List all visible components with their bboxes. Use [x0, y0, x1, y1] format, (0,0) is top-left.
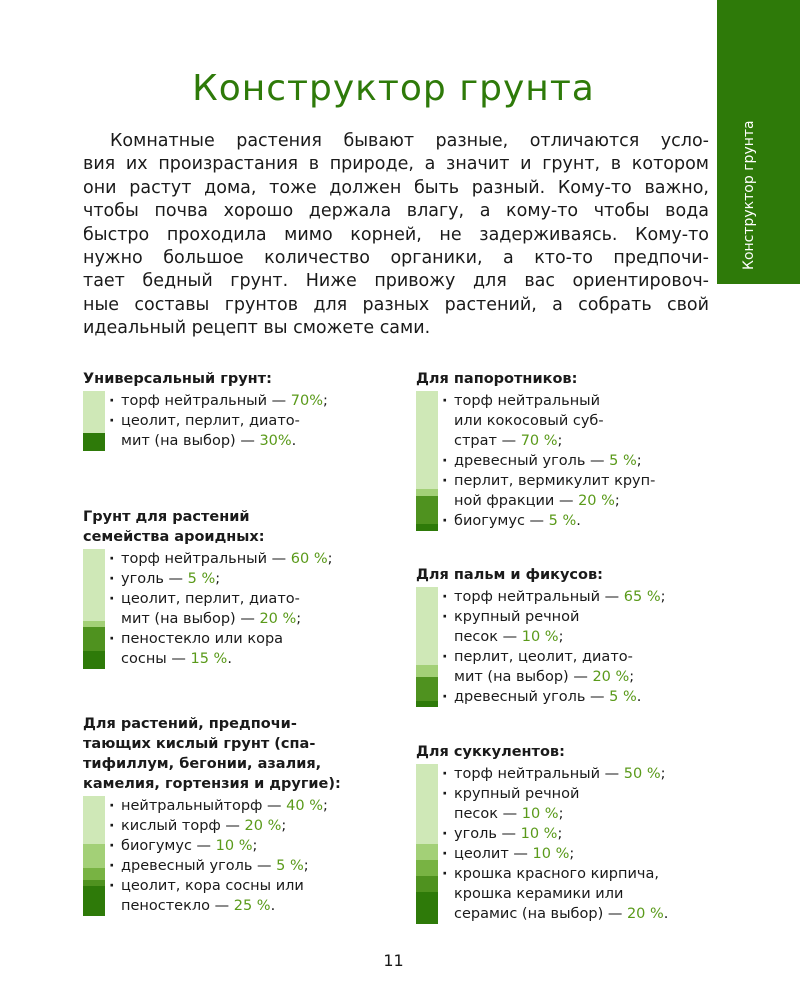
soil-ingredient-text	[454, 764, 668, 784]
soil-recipe-succulent	[416, 742, 668, 924]
soil-composition-bar	[83, 391, 105, 451]
soil-ingredient-punctuation: ;	[323, 798, 328, 814]
soil-ingredient-percent: 50 %	[623, 766, 661, 782]
soil-ingredient-text	[121, 816, 341, 836]
soil-ingredient-punctuation: ;	[629, 669, 635, 685]
soil-ingredient-percent: 5 %	[609, 453, 637, 469]
soil-composition-segment	[416, 892, 438, 924]
soil-recipe-title	[416, 742, 668, 762]
soil-ingredient-text	[454, 627, 666, 647]
soil-ingredient-text	[454, 904, 668, 924]
intro-line: тает бедный грунт. Ниже привожу для вас ориентировоч-	[83, 271, 709, 292]
soil-ingredient-label: торф нейтральный —	[121, 551, 291, 567]
soil-ingredient-text	[454, 607, 666, 627]
soil-ingredient-percent: 10 %	[520, 826, 558, 842]
soil-ingredient-label: торф нейтральный	[454, 393, 601, 409]
soil-ingredient-text	[121, 549, 333, 569]
soil-ingredient-percent: 20 %	[244, 818, 282, 834]
soil-ingredient	[442, 511, 655, 531]
soil-ingredient-punctuation: .	[291, 433, 297, 449]
soil-ingredient-text	[454, 471, 655, 491]
soil-ingredient-punctuation: ;	[660, 766, 666, 782]
soil-ingredient-label: биогумус —	[121, 838, 216, 854]
soil-ingredient-label: уголь —	[121, 571, 188, 587]
intro-line: Комнатные растения бывают разные, отличаются усло-	[110, 131, 709, 151]
soil-ingredient-percent: 10 %	[521, 806, 559, 822]
intro-line: чтобы почва хорошо держала влагу, а кому-то чтобы вода	[83, 201, 709, 222]
soil-ingredient	[109, 816, 341, 836]
soil-ingredient-label: крупный речной	[454, 609, 580, 625]
soil-ingredient-label: биогумус —	[454, 513, 549, 529]
soil-ingredient	[109, 796, 341, 816]
soil-ingredient-punctuation: ;	[569, 846, 575, 862]
soil-composition-bar	[83, 796, 105, 916]
soil-ingredient-text	[121, 836, 341, 856]
soil-ingredient	[109, 391, 328, 411]
soil-ingredient	[109, 569, 333, 589]
soil-ingredient-percent: 40 %	[286, 798, 324, 814]
soil-ingredient-label: уголь —	[454, 826, 521, 842]
soil-ingredient-list	[416, 587, 666, 707]
soil-ingredient-text	[121, 629, 333, 649]
soil-ingredient	[442, 687, 666, 707]
soil-ingredient-punctuation: .	[576, 513, 581, 529]
soil-ingredient-text	[454, 411, 655, 431]
soil-composition-segment	[416, 587, 438, 665]
soil-composition-segment	[83, 433, 105, 451]
soil-ingredient	[442, 587, 666, 607]
soil-ingredient-punctuation: ;	[558, 629, 564, 645]
soil-recipe-universal	[83, 369, 328, 451]
soil-ingredient-text	[454, 431, 655, 451]
soil-ingredient-punctuation: .	[270, 898, 276, 914]
soil-ingredient-punctuation: ;	[303, 858, 309, 874]
soil-composition-segment	[83, 651, 105, 669]
soil-ingredient-text	[454, 884, 668, 904]
soil-ingredient-list	[83, 796, 341, 916]
soil-ingredient-text	[121, 391, 328, 411]
soil-ingredient-percent: 20 %	[578, 493, 615, 509]
soil-ingredient	[442, 471, 655, 511]
soil-ingredient-label: торф нейтральный —	[454, 589, 624, 605]
page-title: Конструктор грунта	[192, 68, 595, 109]
soil-recipe-title	[416, 369, 655, 389]
soil-ingredient-percent: 5 %	[276, 858, 304, 874]
soil-ingredient-label: крошка керамики или	[454, 886, 624, 902]
soil-recipe-body	[416, 764, 668, 924]
soil-ingredient-percent: 15 %	[190, 651, 228, 667]
soil-ingredient-label: цеолит, перлит, диато-	[121, 413, 300, 429]
soil-ingredient-percent: 20 %	[592, 669, 630, 685]
soil-ingredient-label: торф нейтральный —	[454, 766, 624, 782]
soil-ingredient-label: крошка красного кирпича,	[454, 866, 659, 882]
soil-ingredient	[109, 589, 333, 629]
soil-recipe-title-line: Универсальный грунт:	[83, 371, 272, 387]
soil-ingredient-text	[454, 391, 655, 411]
soil-ingredient-text	[454, 864, 668, 884]
soil-ingredient-label: песок —	[454, 629, 522, 645]
soil-composition-segment	[416, 844, 438, 860]
soil-ingredient-label: серамис (на выбор) —	[454, 906, 627, 922]
soil-composition-segment	[83, 627, 105, 651]
soil-ingredient-list	[416, 391, 655, 531]
soil-ingredient-punctuation: .	[636, 689, 642, 705]
soil-composition-bar	[83, 549, 105, 669]
soil-composition-segment	[83, 886, 105, 916]
soil-composition-segment	[83, 844, 105, 868]
soil-ingredient	[109, 629, 333, 669]
intro-line: нужно большое количество органики, а кто-то предпочи-	[83, 247, 709, 268]
soil-ingredient	[109, 411, 328, 451]
soil-ingredient-label: мит (на выбор) —	[454, 669, 593, 685]
soil-ingredient-percent: 25 %	[233, 898, 271, 914]
soil-ingredient-percent: 10 %	[532, 846, 570, 862]
soil-ingredient-percent: 70 %	[520, 433, 558, 449]
soil-ingredient-text	[121, 569, 333, 589]
soil-ingredient-percent: 5 %	[187, 571, 216, 587]
intro-line: ные составы грунтов для разных растений, а собрать свой	[83, 294, 709, 315]
soil-recipe-body	[83, 796, 341, 916]
soil-ingredient-label: ной фракции —	[454, 493, 579, 509]
soil-ingredient-punctuation: ;	[215, 571, 221, 587]
soil-ingredient-label: перлит, цеолит, диато-	[454, 649, 633, 665]
soil-ingredient-text	[454, 667, 666, 687]
soil-ingredient-punctuation: ;	[614, 493, 620, 509]
soil-recipe-title	[416, 565, 666, 585]
soil-recipe-body	[416, 391, 655, 531]
soil-composition-segment	[416, 665, 438, 677]
soil-ingredient-label: кислый торф —	[121, 818, 245, 834]
soil-ingredient	[442, 824, 668, 844]
soil-ingredient-percent: 70%	[290, 393, 324, 409]
soil-ingredient-text	[121, 896, 341, 916]
soil-recipe-title-line: камелия, гортензия и другие):	[83, 776, 341, 792]
soil-ingredient-text	[454, 824, 668, 844]
soil-composition-segment	[83, 796, 105, 844]
soil-ingredient-text	[121, 876, 341, 896]
soil-composition-segment	[83, 868, 105, 880]
soil-ingredient-percent: 10 %	[521, 629, 559, 645]
soil-composition-bar	[416, 587, 438, 707]
soil-ingredient-percent: 65 %	[623, 589, 661, 605]
soil-ingredient-label: древесный уголь —	[121, 858, 277, 874]
soil-composition-segment	[83, 391, 105, 433]
soil-ingredient-percent: 20 %	[626, 906, 664, 922]
soil-ingredient-percent: 30%	[259, 433, 292, 449]
soil-ingredient-percent: 5 %	[609, 689, 637, 705]
intro-paragraph	[83, 130, 709, 341]
soil-ingredient-punctuation: ;	[636, 453, 642, 469]
soil-ingredient	[442, 844, 668, 864]
soil-recipe-palm	[416, 565, 666, 707]
soil-composition-bar	[416, 764, 438, 924]
soil-recipe-title-line: Для пальм и фикусов:	[416, 567, 603, 583]
soil-ingredient-label: древесный уголь —	[454, 689, 610, 705]
soil-ingredient-text	[121, 796, 341, 816]
soil-recipe-title-line: тающих кислый грунт (спа-	[83, 736, 316, 752]
soil-recipe-fern	[416, 369, 655, 531]
soil-ingredient-text	[121, 856, 341, 876]
soil-composition-segment	[416, 489, 438, 496]
soil-recipe-title-line: тифиллум, бегонии, азалия,	[83, 756, 322, 772]
soil-ingredient-percent: 20 %	[259, 611, 297, 627]
soil-ingredient-text	[454, 784, 668, 804]
soil-ingredient	[442, 784, 668, 824]
soil-recipe-title	[83, 714, 341, 794]
soil-recipe-body	[83, 391, 328, 451]
soil-ingredient-text	[121, 609, 333, 629]
soil-ingredient	[109, 856, 341, 876]
soil-ingredient-punctuation: ;	[557, 433, 563, 449]
soil-ingredient	[109, 876, 341, 916]
soil-ingredient-label: сосны —	[121, 651, 191, 667]
chapter-side-tab-label: Конструктор грунта	[741, 120, 757, 270]
soil-composition-segment	[416, 677, 438, 701]
soil-ingredient-list	[83, 391, 328, 451]
intro-line: быстро проходила мимо корней, не задерживаясь. Кому-то	[83, 224, 709, 245]
soil-ingredient	[442, 391, 655, 451]
soil-recipe-title	[83, 369, 328, 389]
soil-ingredient-text	[121, 649, 333, 669]
soil-ingredient-label: или кокосовый суб-	[454, 413, 604, 429]
soil-recipe-title-line: Грунт для растений	[83, 509, 250, 525]
soil-ingredient-punctuation: .	[663, 906, 669, 922]
soil-ingredient-text	[454, 587, 666, 607]
soil-composition-segment	[416, 876, 438, 892]
soil-ingredient	[109, 836, 341, 856]
soil-ingredient-text	[454, 844, 668, 864]
intro-line: вия их произрастания в природе, а значит и грунт, в котором	[83, 154, 709, 175]
soil-ingredient-list	[83, 549, 333, 669]
soil-ingredient-list	[416, 764, 668, 924]
soil-ingredient-text	[121, 589, 333, 609]
soil-ingredient-punctuation: ;	[558, 806, 564, 822]
soil-ingredient-label: нейтральныйторф —	[121, 798, 287, 814]
soil-recipe-title-line: Для папоротников:	[416, 371, 578, 387]
soil-ingredient-text	[454, 804, 668, 824]
soil-ingredient-label: цеолит —	[454, 846, 533, 862]
soil-recipe-title	[83, 507, 333, 547]
soil-ingredient-label: перлит, вермикулит круп-	[454, 473, 656, 489]
soil-ingredient-text	[454, 491, 655, 511]
soil-recipe-title-line: семейства ароидных:	[83, 529, 265, 545]
soil-ingredient-punctuation: .	[227, 651, 232, 667]
soil-ingredient-text	[121, 431, 328, 451]
soil-recipe-body	[416, 587, 666, 707]
soil-composition-segment	[416, 701, 438, 707]
soil-ingredient-label: мит (на выбор) —	[121, 611, 260, 627]
soil-ingredient-percent: 10 %	[215, 838, 253, 854]
soil-composition-segment	[416, 496, 438, 524]
soil-ingredient-label: цеолит, перлит, диато-	[121, 591, 300, 607]
soil-recipe-aroid	[83, 507, 333, 669]
soil-ingredient-label: крупный речной	[454, 786, 580, 802]
soil-ingredient-text	[454, 647, 666, 667]
soil-composition-bar	[416, 391, 438, 531]
soil-recipe-acid	[83, 714, 341, 916]
soil-ingredient-text	[454, 511, 655, 531]
soil-ingredient	[442, 864, 668, 924]
soil-ingredient-label: торф нейтральный —	[121, 393, 291, 409]
soil-ingredient-label: цеолит, кора сосны или	[121, 878, 304, 894]
soil-ingredient-percent: 60 %	[290, 551, 328, 567]
soil-ingredient-punctuation: ;	[281, 818, 287, 834]
soil-ingredient-punctuation: ;	[327, 551, 333, 567]
soil-ingredient-punctuation: ;	[296, 611, 302, 627]
soil-composition-segment	[416, 391, 438, 489]
soil-recipe-title-line: Для растений, предпочи-	[83, 716, 297, 732]
soil-ingredient-punctuation: ;	[252, 838, 258, 854]
soil-ingredient	[109, 549, 333, 569]
soil-ingredient	[442, 451, 655, 471]
soil-ingredient-text	[454, 687, 666, 707]
soil-ingredient-label: пеностекло или кора	[121, 631, 284, 647]
soil-ingredient-label: страт —	[454, 433, 521, 449]
soil-composition-segment	[416, 860, 438, 876]
soil-composition-segment	[416, 524, 438, 531]
soil-ingredient	[442, 607, 666, 647]
soil-ingredient-punctuation: ;	[660, 589, 666, 605]
soil-ingredient-label: мит (на выбор) —	[121, 433, 260, 449]
soil-ingredient-punctuation: ;	[323, 393, 328, 409]
soil-ingredient	[442, 764, 668, 784]
soil-composition-segment	[416, 764, 438, 844]
soil-ingredient	[442, 647, 666, 687]
soil-ingredient-text	[121, 411, 328, 431]
soil-ingredient-label: пеностекло —	[121, 898, 234, 914]
soil-ingredient-label: древесный уголь —	[454, 453, 610, 469]
soil-ingredient-text	[454, 451, 655, 471]
page-number: 11	[383, 951, 404, 970]
soil-composition-segment	[83, 549, 105, 621]
soil-ingredient-percent: 5 %	[548, 513, 577, 529]
intro-line: идеальный рецепт вы сможете сами.	[83, 318, 431, 339]
soil-ingredient-punctuation: ;	[557, 826, 563, 842]
soil-recipe-body	[83, 549, 333, 669]
soil-ingredient-label: песок —	[454, 806, 522, 822]
intro-line: они растут дома, тоже должен быть разный. Кому-то важно,	[83, 177, 709, 198]
soil-recipe-title-line: Для суккулентов:	[416, 744, 565, 760]
